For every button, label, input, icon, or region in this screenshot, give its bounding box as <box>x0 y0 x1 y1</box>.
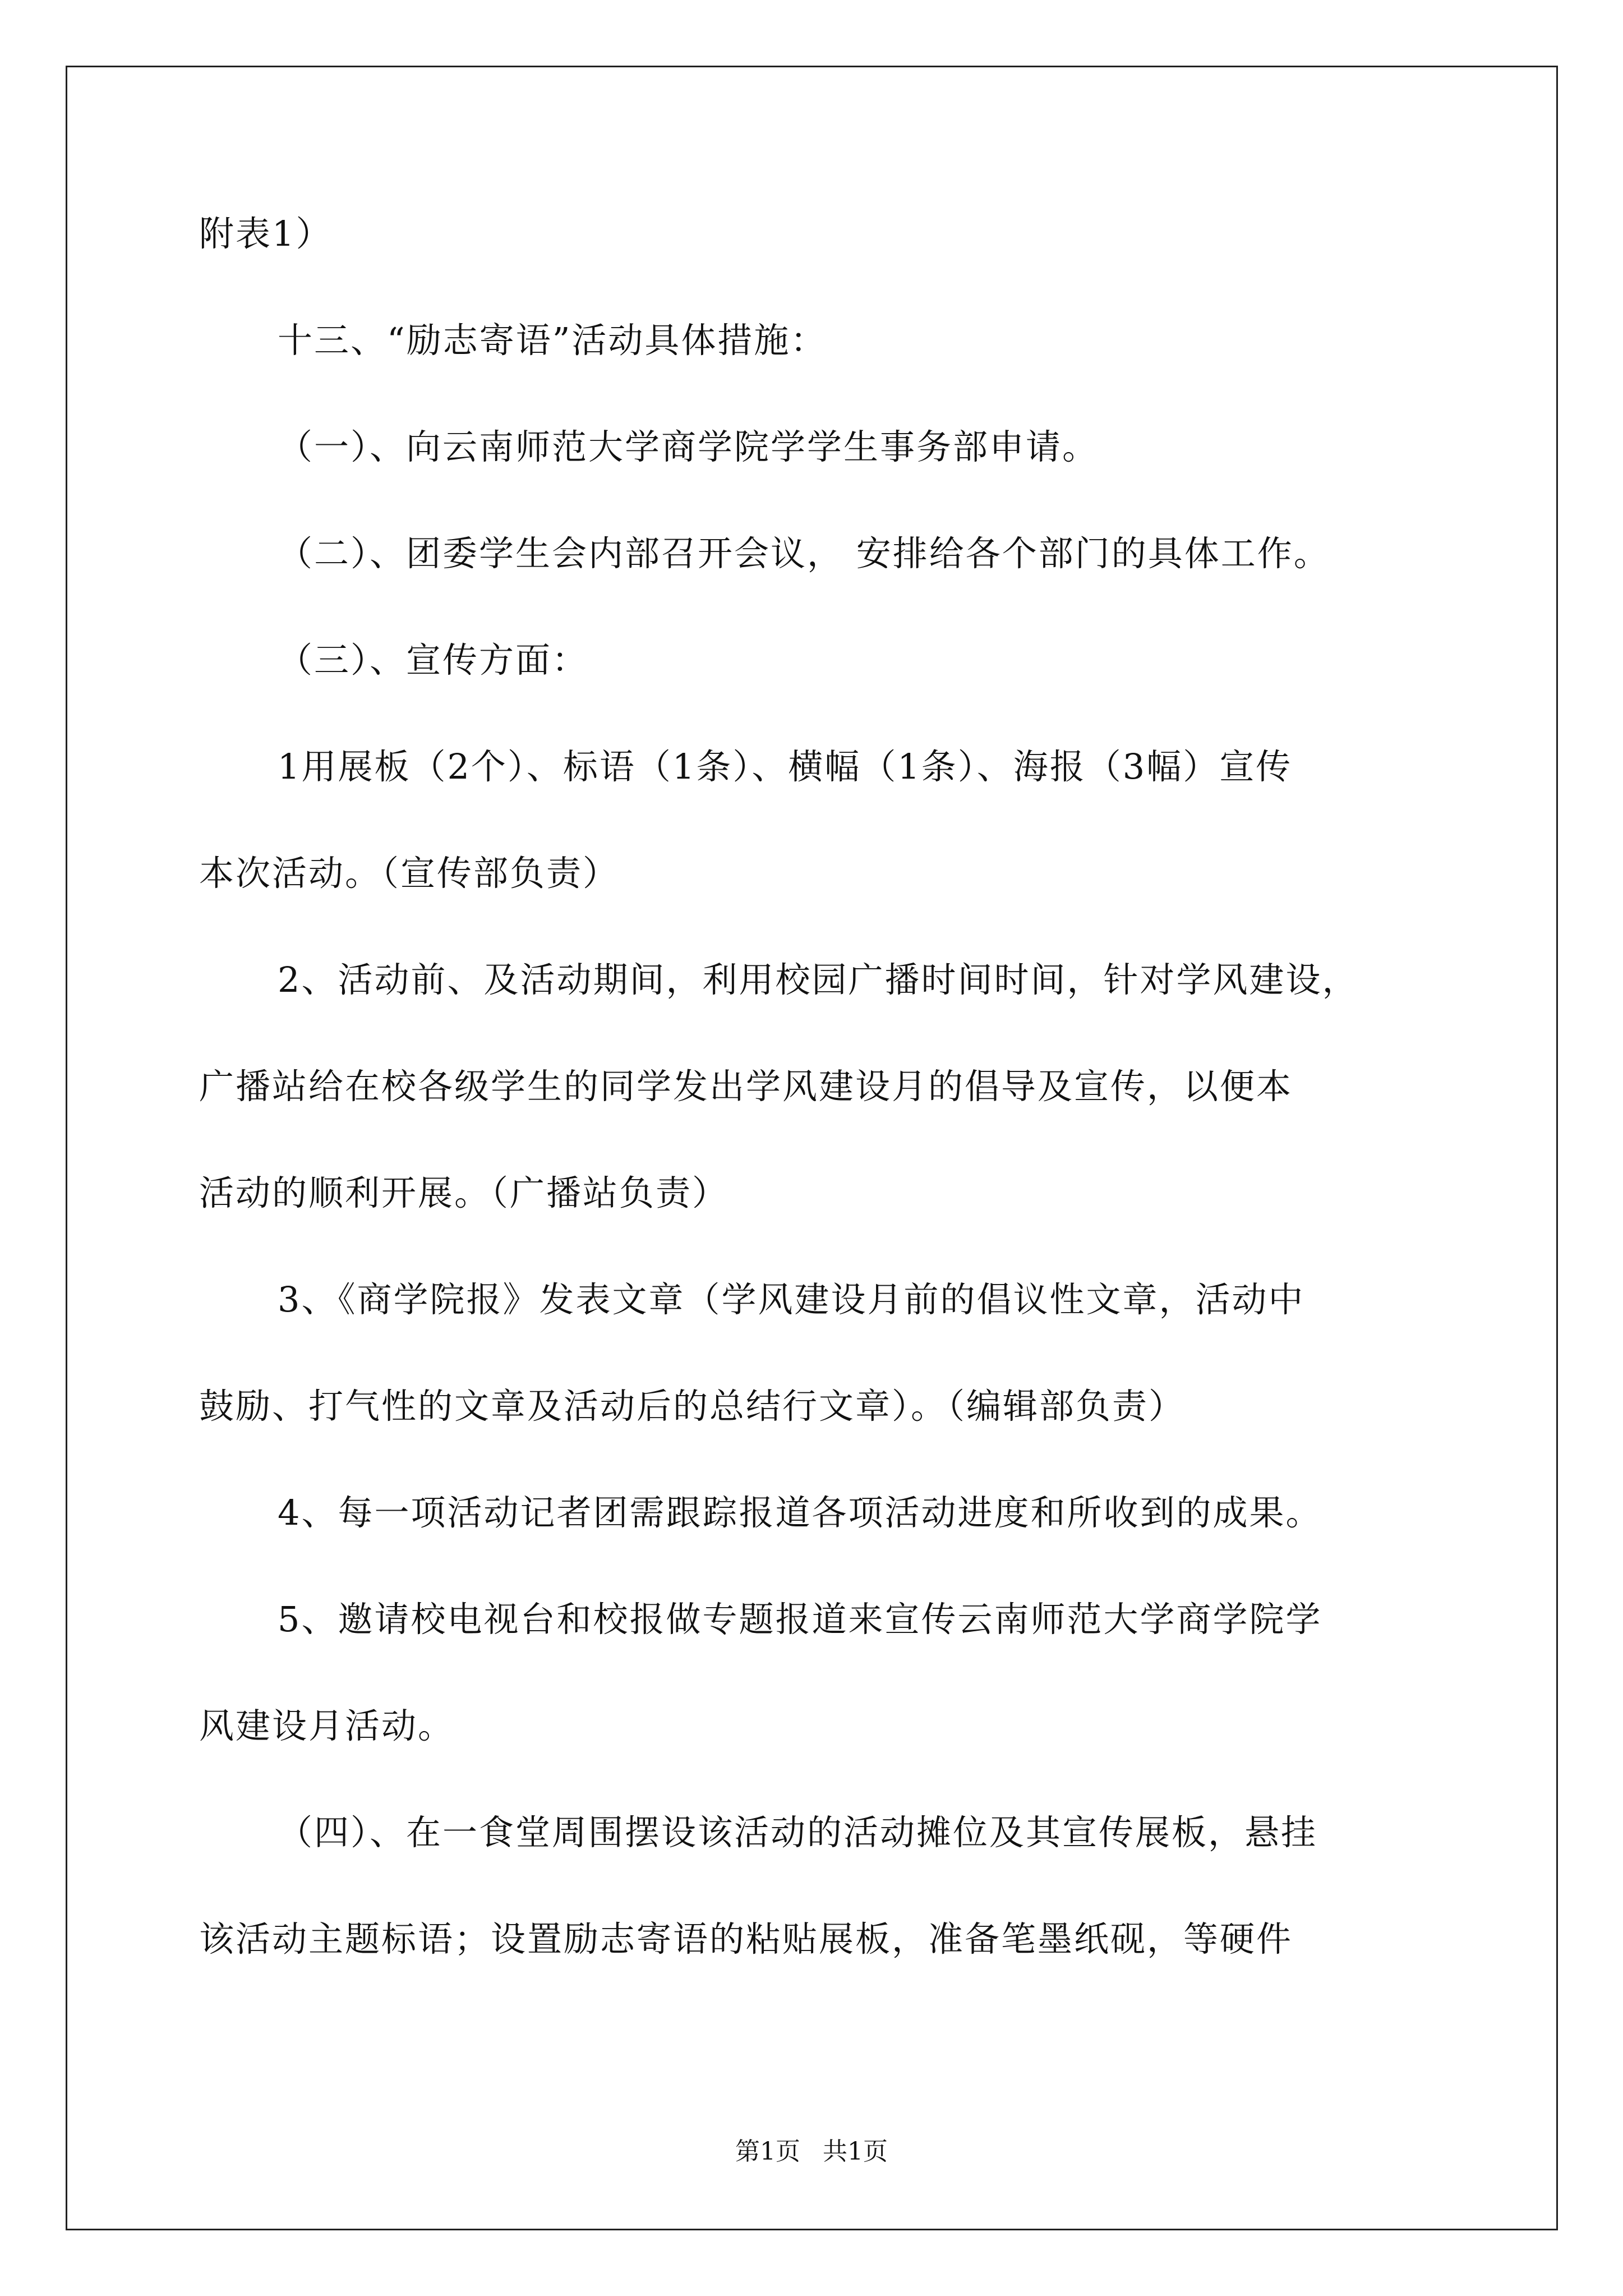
page-number: 第1页 <box>735 2137 800 2166</box>
text-line: 2、活动前、及活动期间，利用校园广播时间时间，针对学风建设， <box>278 959 1359 1000</box>
text-line: 3、《商学院报》发表文章（学风建设月前的倡议性文章，活动中 <box>278 1279 1305 1320</box>
text-line: 风建设月活动。 <box>199 1705 455 1746</box>
text-line: 活动的顺利开展。（广播站负责） <box>199 1172 729 1213</box>
page-footer <box>0 2135 1623 2169</box>
text-line: 该活动主题标语；设置励志寄语的粘贴展板，准备笔墨纸砚，等硬件 <box>199 1918 1293 1959</box>
text-line: （三）、宣传方面： <box>278 639 589 680</box>
page-total: 共1页 <box>823 2137 888 2166</box>
text-line: 鼓励、打气性的文章及活动后的总结行文章）。（编辑部负责） <box>199 1386 1186 1427</box>
text-line: 4、每一项活动记者团需跟踪报道各项活动进度和所收到的成果。 <box>278 1492 1322 1533</box>
text-line: （四）、在一食堂周围摆设该活动的活动摊位及其宣传展板，悬挂 <box>278 1812 1318 1853</box>
text-line: （二）、团委学生会内部召开会议， 安排给各个部门的具体工作。 <box>278 533 1330 574</box>
text-line: 广播站给在校各级学生的同学发出学风建设月的倡导及宣传，以便本 <box>199 1066 1293 1107</box>
section-heading: 十三、“励志寄语”活动具体措施： <box>278 320 827 361</box>
text-line: 1用展板（2个）、标语（1条）、横幅（1条）、海报（3幅）宣传 <box>278 746 1293 787</box>
text-line: 5、邀请校电视台和校报做专题报道来宣传云南师范大学商学院学 <box>278 1599 1322 1640</box>
text-line: 附表1） <box>199 213 333 254</box>
page-border <box>66 66 1558 2230</box>
text-line: （一）、向云南师范大学商学院学学生事务部申请。 <box>278 426 1099 467</box>
text-line: 本次活动。（宣传部负责） <box>199 853 620 894</box>
